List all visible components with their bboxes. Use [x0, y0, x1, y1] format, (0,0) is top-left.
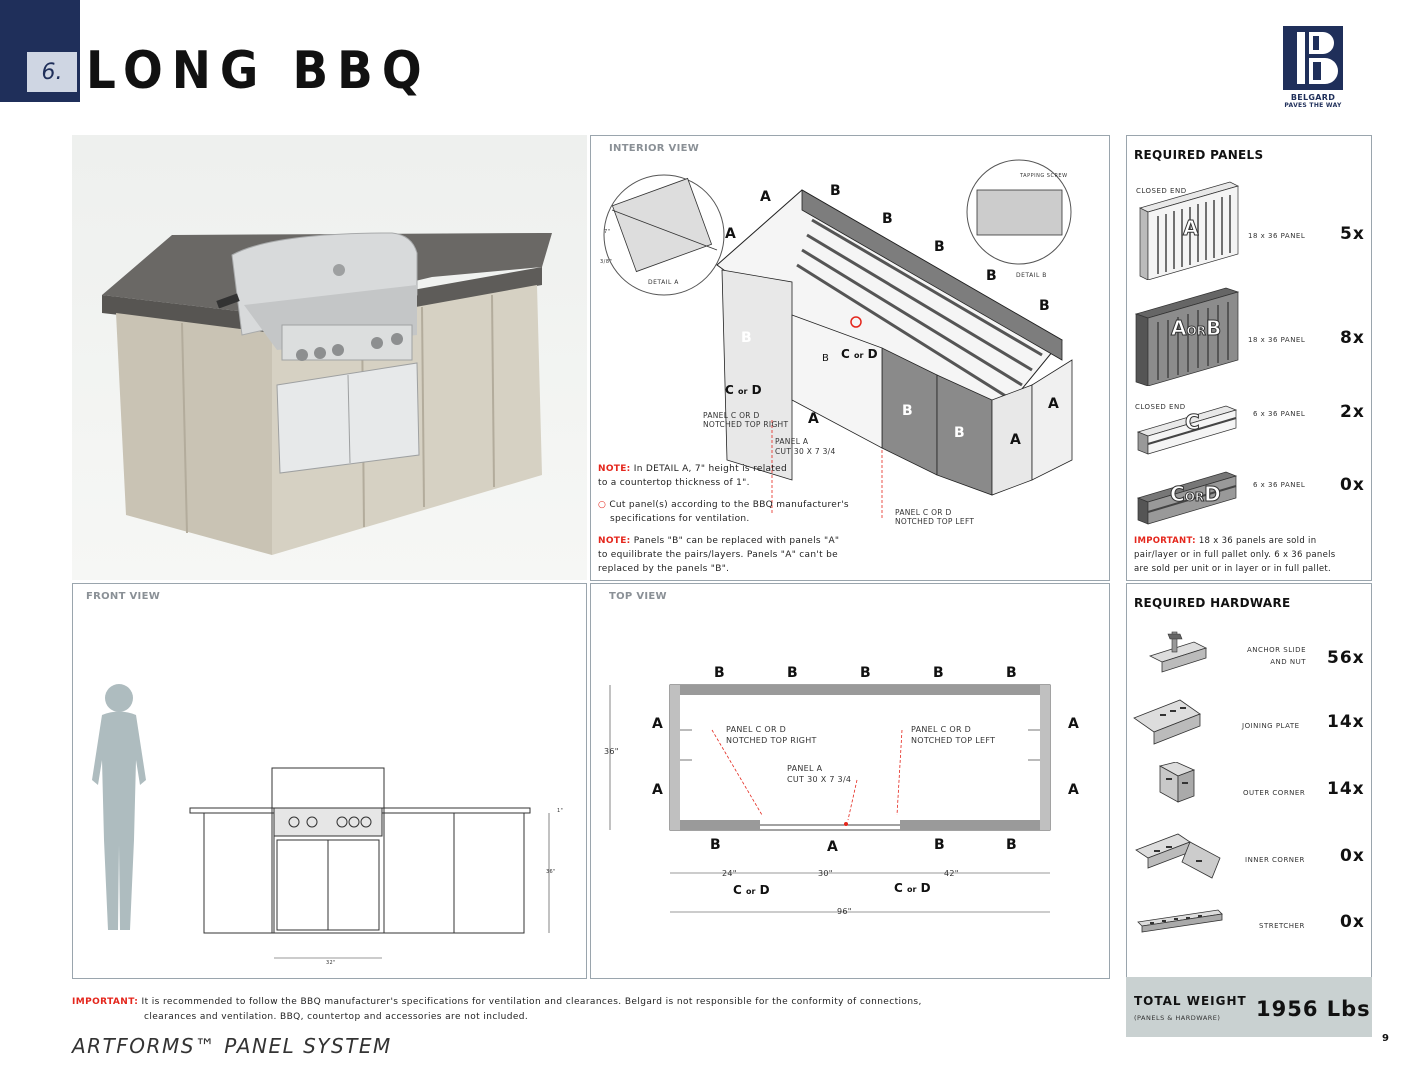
note-ventilation: ○ Cut panel(s) according to the BBQ manufacturer's specifications for ventilation.	[598, 500, 849, 524]
tv-top-b2: B	[787, 665, 798, 681]
hw-4-qty: 0x	[1340, 846, 1365, 866]
iv-label-b8: B	[954, 425, 965, 441]
iv-panel-a-cut: PANEL A CUT 30 X 7 3/4	[775, 437, 836, 456]
iv-label-a5: A	[1010, 432, 1021, 448]
dim-3-8: 3/8"	[600, 259, 613, 265]
panel-3-size: 6 x 36 PANEL	[1253, 410, 1306, 418]
panel-1-size: 18 x 36 PANEL	[1248, 232, 1306, 240]
iv-label-b6: B	[741, 330, 752, 346]
top-view-label: TOP VIEW	[609, 591, 667, 602]
iv-label-b3: B	[934, 239, 945, 255]
tv-top-b4: B	[933, 665, 944, 681]
hw-3-qty: 14x	[1327, 779, 1365, 799]
iv-label-a3: A	[808, 411, 819, 427]
front-dim-height: 36"	[546, 869, 556, 875]
tv-bottom-b2: B	[934, 837, 945, 853]
belgard-logo: BELGARD PAVES THE WAY	[1282, 26, 1344, 109]
tv-left-a2: A	[652, 782, 663, 798]
front-view-label: FRONT VIEW	[86, 591, 161, 602]
interior-view-label: INTERIOR VIEW	[609, 143, 700, 154]
required-hardware-title: REQUIRED HARDWARE	[1134, 596, 1291, 610]
anchor-slide-icon	[1144, 628, 1214, 676]
total-weight-sub: (PANELS & HARDWARE)	[1134, 1014, 1221, 1022]
panel-4-qty: 0x	[1340, 475, 1365, 495]
tv-c-or-d-1: C or D	[733, 883, 770, 897]
tv-dim-96: 96"	[837, 907, 852, 916]
panel-3-letter: C	[1185, 410, 1200, 434]
iv-label-b1: B	[830, 183, 841, 199]
outer-corner-icon	[1146, 762, 1206, 806]
tv-left-a1: A	[652, 716, 663, 732]
tv-top-b3: B	[860, 665, 871, 681]
hw-1-name: ANCHOR SLIDE AND NUT	[1247, 646, 1306, 666]
stretcher-icon	[1136, 908, 1224, 936]
total-weight-value: 1956 Lbs	[1256, 997, 1371, 1021]
note-detail-a: NOTE: In DETAIL A, 7" height is related to a countertop thickness of 1".	[598, 464, 788, 488]
hw-5-name: STRETCHER	[1259, 922, 1305, 930]
hw-2-name: JOINING PLATE	[1242, 722, 1300, 730]
note-panels-b: NOTE: Panels "B" can be replaced with panels "A" to equilibrate the pairs/layers. Panels "A" can't be replaced by the panels "B".	[598, 536, 840, 574]
panel-2-size: 18 x 36 PANEL	[1248, 336, 1306, 344]
footer-important-note: IMPORTANT: It is recommended to follow the BBQ manufacturer's specifications for ventilation and clearances. Belgard is not responsible for the conformity of connections, clearances and ventilation. BBQ, countertop and accessories are not included.	[72, 997, 922, 1022]
artforms-system-title: ARTFORMS™ PANEL SYSTEM	[72, 1034, 392, 1058]
inner-corner-icon	[1132, 826, 1224, 882]
panel-3-tag: CLOSED END	[1135, 403, 1186, 411]
tv-dim-24: 24"	[722, 869, 737, 878]
tv-right-a2: A	[1068, 782, 1079, 798]
tv-top-b1: B	[714, 665, 725, 681]
iv-label-a4: A	[1048, 396, 1059, 412]
page-number: 9	[1382, 1033, 1389, 1044]
front-dim-top: 1"	[557, 808, 564, 814]
front-dim-width: 32"	[326, 960, 336, 966]
tv-dim-30: 30"	[818, 869, 833, 878]
total-weight-label: TOTAL WEIGHT	[1134, 994, 1247, 1008]
iv-b-small: B	[822, 353, 829, 364]
page-title: LONG BBQ	[86, 41, 431, 101]
iv-panel-notched-left: PANEL C OR D NOTCHED TOP LEFT	[895, 508, 975, 526]
panel-1-tag: CLOSED END	[1136, 187, 1187, 195]
tv-top-b5: B	[1006, 665, 1017, 681]
tv-c-or-d-2: C or D	[894, 881, 931, 895]
panel-1-qty: 5x	[1340, 224, 1365, 244]
iv-label-b7: B	[902, 403, 913, 419]
section-number: 6.	[27, 52, 77, 92]
panel-2-qty: 8x	[1340, 328, 1365, 348]
panel-1-letter: A	[1183, 216, 1199, 240]
panels-important-note: IMPORTANT: 18 x 36 panels are sold in pair/layer or in full pallet only. 6 x 36 panels are sold per unit or in layer or in full pallet.	[1134, 536, 1336, 574]
iv-label-b5: B	[1039, 298, 1050, 314]
hw-5-qty: 0x	[1340, 912, 1365, 932]
front-view-drawing	[74, 640, 584, 970]
detail-a-label: DETAIL A	[648, 279, 679, 286]
tv-panel-notched-left: PANEL C OR D NOTCHED TOP LEFT	[911, 725, 996, 745]
iv-label-b4: B	[986, 268, 997, 284]
hw-3-name: OUTER CORNER	[1243, 789, 1306, 797]
tv-bottom-a: A	[827, 839, 838, 855]
detail-b-label: DETAIL B	[1016, 272, 1047, 279]
belgard-mark-icon	[1283, 26, 1343, 90]
tv-right-a1: A	[1068, 716, 1079, 732]
iv-c-or-d-upper: C or D	[841, 347, 878, 361]
bbq-render-image	[72, 135, 587, 580]
top-view-drawing	[592, 660, 1108, 930]
panel-4-letter: CORD	[1170, 482, 1221, 506]
hw-1-qty: 56x	[1327, 648, 1365, 668]
tv-panel-notched-right: PANEL C OR D NOTCHED TOP RIGHT	[726, 725, 817, 745]
tv-bottom-b3: B	[1006, 837, 1017, 853]
hw-2-qty: 14x	[1327, 712, 1365, 732]
panel-2-letter: AORB	[1171, 316, 1222, 340]
required-panels-title: REQUIRED PANELS	[1134, 148, 1264, 162]
tv-panel-a-cut: PANEL A CUT 30 X 7 3/4	[787, 764, 852, 784]
iv-label-b2: B	[882, 211, 893, 227]
tv-dim-42: 42"	[944, 869, 959, 878]
person-silhouette-icon	[92, 684, 146, 930]
iv-c-or-d-lower: C or D	[725, 383, 762, 397]
iv-label-a1: A	[760, 189, 771, 205]
joining-plate-icon	[1130, 696, 1210, 748]
hw-4-name: INNER CORNER	[1245, 856, 1305, 864]
dim-7: 7"	[604, 229, 611, 235]
tv-dim-36: 36"	[604, 747, 619, 756]
panel-3-qty: 2x	[1340, 402, 1365, 422]
tapping-screw-label: TAPPING SCREW	[1020, 173, 1068, 179]
iv-panel-notched-right: PANEL C OR D NOTCHED TOP RIGHT	[703, 411, 789, 429]
tv-bottom-b1: B	[710, 837, 721, 853]
panel-4-size: 6 x 36 PANEL	[1253, 481, 1306, 489]
iv-label-a2: A	[725, 226, 736, 242]
